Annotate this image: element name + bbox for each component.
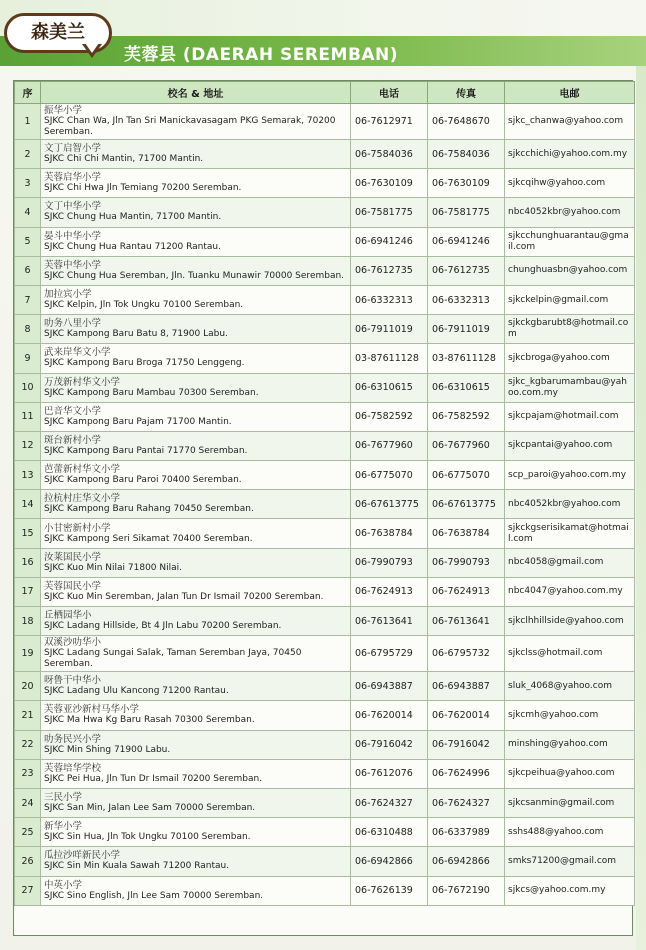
email-cell: sjkcmh@yahoo.com (505, 701, 635, 730)
school-chinese-name: 中英小学 (44, 879, 83, 891)
fax-cell: 06-7624913 (428, 577, 505, 606)
phone-cell: 06-7911019 (351, 315, 428, 344)
table-row (15, 701, 635, 730)
table-row (15, 759, 635, 788)
school-cell (41, 672, 351, 701)
school-cell (41, 256, 351, 285)
school-chinese-name: 芭蕾新村华文小学 (44, 464, 121, 476)
email-cell: sjkc_chanwa@yahoo.com (505, 104, 635, 140)
school-cell (41, 701, 351, 730)
school-address: SJKC Sino English, Jln Lee Sam 70000 Seremban. (44, 890, 264, 901)
school-cell (41, 759, 351, 788)
table-row (15, 519, 635, 548)
school-chinese-name: 芙蓉培华学校 (44, 762, 102, 774)
school-chinese-name: 芙蓉亚沙新村马华小学 (44, 704, 140, 716)
page-edge-strip (636, 66, 646, 950)
row-number: 21 (15, 701, 41, 730)
school-cell (41, 344, 351, 373)
school-cell (41, 140, 351, 169)
school-chinese-name: 晏斗中华小学 (44, 230, 102, 242)
table-row (15, 227, 635, 256)
school-chinese-name: 文丁启智小学 (44, 143, 102, 155)
school-chinese-name: 振华小学 (44, 105, 83, 116)
email-cell: sjkcqihw@yahoo.com (505, 169, 635, 198)
school-chinese-name: 芙蓉国民小学 (44, 580, 102, 592)
fax-cell: 06-6310615 (428, 373, 505, 402)
school-chinese-name: 拉杭村庄华文小学 (44, 493, 121, 505)
phone-cell: 06-6942866 (351, 847, 428, 876)
school-table (13, 80, 633, 936)
school-address: SJKC Sin Hua, Jln Tok Ungku 70100 Seremban. (44, 832, 251, 843)
row-number: 5 (15, 227, 41, 256)
email-cell: sluk_4068@yahoo.com (505, 672, 635, 701)
row-number: 6 (15, 256, 41, 285)
table-row (15, 431, 635, 460)
school-address: SJKC Kelpin, Jln Tok Ungku 70100 Seremban. (44, 300, 244, 311)
email-cell: scp_paroi@yahoo.com.my (505, 461, 635, 490)
table-row (15, 490, 635, 519)
district-title: 芙蓉县 (DAERAH SEREMBAN) (124, 45, 399, 65)
phone-cell: 06-7624327 (351, 788, 428, 817)
school-chinese-name: 芙蓉启华小学 (44, 172, 102, 184)
school-address: SJKC Kampong Baru Broga 71750 Lenggeng. (44, 358, 245, 369)
table-row (15, 461, 635, 490)
row-number: 15 (15, 519, 41, 548)
fax-cell: 03-87611128 (428, 344, 505, 373)
column-header-school: 校名 & 地址 (41, 82, 351, 104)
email-cell: sjkcpajam@hotmail.com (505, 402, 635, 431)
email-cell: sjkckgserisikamat@hotmail.com (505, 519, 635, 548)
email-cell: chunghuasbn@yahoo.com (505, 256, 635, 285)
email-cell: nbc4047@yahoo.com.my (505, 577, 635, 606)
phone-cell: 06-6775070 (351, 461, 428, 490)
school-cell (41, 315, 351, 344)
row-number: 12 (15, 431, 41, 460)
school-cell (41, 402, 351, 431)
row-number: 27 (15, 876, 41, 905)
school-chinese-name: 瓜拉沙咩新民小学 (44, 850, 121, 862)
school-chinese-name: 加拉宾小学 (44, 289, 92, 301)
school-address: SJKC Sin Min Kuala Sawah 71200 Rantau. (44, 861, 230, 872)
table-row (15, 818, 635, 847)
state-name: 森美兰 (31, 22, 85, 43)
row-number: 13 (15, 461, 41, 490)
email-cell: sjkc_kgbarumambau@yahoo.com.my (505, 373, 635, 402)
school-address: SJKC Kampong Baru Batu 8, 71900 Labu. (44, 329, 228, 340)
school-cell (41, 373, 351, 402)
row-number: 14 (15, 490, 41, 519)
phone-cell: 06-7581775 (351, 198, 428, 227)
fax-cell: 06-67613775 (428, 490, 505, 519)
email-cell: sjkcpeihua@yahoo.com (505, 759, 635, 788)
school-chinese-name: 三民小学 (44, 792, 83, 804)
table-row (15, 256, 635, 285)
school-address: SJKC Pei Hua, Jln Tun Dr Ismail 70200 Seremban. (44, 773, 263, 784)
row-number: 19 (15, 636, 41, 672)
school-cell (41, 198, 351, 227)
row-number: 10 (15, 373, 41, 402)
school-chinese-name: 叻务民兴小学 (44, 733, 102, 745)
school-address: SJKC Kampong Baru Pantai 71770 Seremban. (44, 445, 248, 456)
email-cell: nbc4052kbr@yahoo.com (505, 198, 635, 227)
school-chinese-name: 丘栖园华小 (44, 610, 92, 622)
email-cell: sjkclhhillside@yahoo.com (505, 607, 635, 636)
school-address: SJKC Chung Hua Mantin, 71700 Mantin. (44, 212, 222, 223)
school-address: SJKC Chung Hua Rantau 71200 Rantau. (44, 241, 221, 252)
email-cell: sjkcbroga@yahoo.com (505, 344, 635, 373)
phone-cell: 06-7612735 (351, 256, 428, 285)
phone-cell: 06-67613775 (351, 490, 428, 519)
email-cell: sjkcchunghuarantau@gmail.com (505, 227, 635, 256)
table-row (15, 373, 635, 402)
school-cell (41, 577, 351, 606)
school-cell (41, 847, 351, 876)
school-cell (41, 636, 351, 672)
row-number: 26 (15, 847, 41, 876)
fax-cell: 06-7648670 (428, 104, 505, 140)
column-header-number: 序 (15, 82, 41, 104)
column-header-fax: 传真 (428, 82, 505, 104)
fax-cell: 06-7638784 (428, 519, 505, 548)
phone-cell: 06-6332313 (351, 285, 428, 314)
school-chinese-name: 呀鲁干中华小 (44, 675, 102, 687)
row-number: 1 (15, 104, 41, 140)
phone-cell: 06-6941246 (351, 227, 428, 256)
school-address: SJKC Ladang Hillside, Bt 4 Jln Labu 70200 Seremban. (44, 621, 282, 632)
school-cell (41, 730, 351, 759)
table-row (15, 285, 635, 314)
table-header-row (15, 82, 635, 104)
school-chinese-name: 小甘密新村小学 (44, 522, 111, 534)
phone-cell: 06-7677960 (351, 431, 428, 460)
fax-cell: 06-7612735 (428, 256, 505, 285)
school-cell (41, 104, 351, 140)
fax-cell: 06-7911019 (428, 315, 505, 344)
school-address: SJKC Chi Hwa Jln Temiang 70200 Seremban. (44, 183, 242, 194)
school-address: SJKC Kuo Min Seremban, Jalan Tun Dr Ismail 70200 Seremban. (44, 591, 324, 602)
phone-cell: 06-7990793 (351, 548, 428, 577)
row-number: 23 (15, 759, 41, 788)
fax-cell: 06-7624327 (428, 788, 505, 817)
row-number: 11 (15, 402, 41, 431)
school-address: SJKC Chi Chi Mantin, 71700 Mantin. (44, 154, 204, 165)
email-cell: minshing@yahoo.com (505, 730, 635, 759)
fax-cell: 06-7677960 (428, 431, 505, 460)
school-address: SJKC Kampong Baru Paroi 70400 Seremban. (44, 475, 242, 486)
school-cell (41, 227, 351, 256)
phone-cell: 06-7582592 (351, 402, 428, 431)
school-chinese-name: 巴音华文小学 (44, 405, 102, 417)
row-number: 22 (15, 730, 41, 759)
phone-cell: 06-7624913 (351, 577, 428, 606)
table-row (15, 140, 635, 169)
row-number: 3 (15, 169, 41, 198)
school-cell (41, 548, 351, 577)
phone-cell: 06-6943887 (351, 672, 428, 701)
email-cell: nbc4052kbr@yahoo.com (505, 490, 635, 519)
email-cell: sjkcchichi@yahoo.com.my (505, 140, 635, 169)
fax-cell: 06-6942866 (428, 847, 505, 876)
row-number: 8 (15, 315, 41, 344)
school-chinese-name: 汝莱国民小学 (44, 551, 102, 563)
row-number: 9 (15, 344, 41, 373)
row-number: 4 (15, 198, 41, 227)
email-cell: sjkclss@hotmail.com (505, 636, 635, 672)
email-cell: smks71200@gmail.com (505, 847, 635, 876)
email-cell: sjkcs@yahoo.com.my (505, 876, 635, 905)
school-cell (41, 788, 351, 817)
row-number: 25 (15, 818, 41, 847)
email-cell: nbc4058@gmail.com (505, 548, 635, 577)
school-address: SJKC Kampong Baru Pajam 71700 Mantin. (44, 416, 232, 427)
phone-cell: 06-7613641 (351, 607, 428, 636)
row-number: 16 (15, 548, 41, 577)
fax-cell: 06-7916042 (428, 730, 505, 759)
email-cell: sjkckelpin@gmail.com (505, 285, 635, 314)
school-address: SJKC Kampong Baru Rahang 70450 Seremban. (44, 504, 254, 515)
row-number: 2 (15, 140, 41, 169)
school-address: SJKC Min Shing 71900 Labu. (44, 744, 171, 755)
fax-cell: 06-7613641 (428, 607, 505, 636)
email-cell: sjkcsanmin@gmail.com (505, 788, 635, 817)
school-address: SJKC Kampong Seri Sikamat 70400 Seremban. (44, 533, 253, 544)
fax-cell: 06-6337989 (428, 818, 505, 847)
table-row (15, 344, 635, 373)
column-header-phone: 电话 (351, 82, 428, 104)
school-chinese-name: 芙蓉中华小学 (44, 259, 102, 271)
phone-cell: 06-7916042 (351, 730, 428, 759)
phone-cell: 06-7620014 (351, 701, 428, 730)
fax-cell: 06-6332313 (428, 285, 505, 314)
fax-cell: 06-7624996 (428, 759, 505, 788)
school-cell (41, 490, 351, 519)
fax-cell: 06-7990793 (428, 548, 505, 577)
school-cell (41, 461, 351, 490)
table-row (15, 548, 635, 577)
phone-cell: 06-7612076 (351, 759, 428, 788)
row-number: 20 (15, 672, 41, 701)
table-row (15, 730, 635, 759)
school-chinese-name: 武来岸华文小学 (44, 347, 111, 359)
phone-cell: 06-7612971 (351, 104, 428, 140)
table-row (15, 607, 635, 636)
table-row (15, 788, 635, 817)
school-cell (41, 431, 351, 460)
school-address: SJKC San Min, Jalan Lee Sam 70000 Seremban. (44, 803, 256, 814)
school-cell (41, 519, 351, 548)
phone-cell: 06-6795729 (351, 636, 428, 672)
table-row (15, 876, 635, 905)
fax-cell: 06-6795732 (428, 636, 505, 672)
school-cell (41, 285, 351, 314)
table-row (15, 672, 635, 701)
column-header-email: 电邮 (505, 82, 635, 104)
fax-cell: 06-7620014 (428, 701, 505, 730)
row-number: 18 (15, 607, 41, 636)
fax-cell: 06-7581775 (428, 198, 505, 227)
email-cell: sjkckgbarubt8@hotmail.com (505, 315, 635, 344)
fax-cell: 06-7582592 (428, 402, 505, 431)
phone-cell: 06-7626139 (351, 876, 428, 905)
table-row (15, 847, 635, 876)
table-row (15, 315, 635, 344)
school-chinese-name: 双溪沙叻华小 (44, 637, 102, 649)
row-number: 17 (15, 577, 41, 606)
phone-cell: 06-6310488 (351, 818, 428, 847)
table-row (15, 636, 635, 672)
fax-cell: 06-6941246 (428, 227, 505, 256)
school-address: SJKC Chan Wa, Jln Tan Sri Manickavasagam PKG Semarak, 70200 Seremban. (44, 116, 336, 137)
school-chinese-name: 万茂新村华文小学 (44, 376, 121, 388)
school-chinese-name: 新华小学 (44, 821, 83, 833)
school-chinese-name: 斑台新村小学 (44, 434, 102, 446)
school-cell (41, 876, 351, 905)
school-cell (41, 169, 351, 198)
row-number: 24 (15, 788, 41, 817)
email-cell: sshs488@yahoo.com (505, 818, 635, 847)
school-chinese-name: 文丁中华小学 (44, 201, 102, 213)
school-address: SJKC Kuo Min Nilai 71800 Nilai. (44, 562, 182, 573)
fax-cell: 06-7584036 (428, 140, 505, 169)
row-number: 7 (15, 285, 41, 314)
fax-cell: 06-6775070 (428, 461, 505, 490)
school-address: SJKC Ladang Ulu Kancong 71200 Rantau. (44, 686, 229, 697)
phone-cell: 03-87611128 (351, 344, 428, 373)
fax-cell: 06-6943887 (428, 672, 505, 701)
table-row (15, 104, 635, 140)
email-cell: sjkcpantai@yahoo.com (505, 431, 635, 460)
fax-cell: 06-7672190 (428, 876, 505, 905)
phone-cell: 06-7630109 (351, 169, 428, 198)
school-cell (41, 818, 351, 847)
school-address: SJKC Kampong Baru Mambau 70300 Seremban. (44, 387, 259, 398)
table-row (15, 198, 635, 227)
phone-cell: 06-7638784 (351, 519, 428, 548)
table-row (15, 169, 635, 198)
school-address: SJKC Ma Hwa Kg Baru Rasah 70300 Seremban. (44, 715, 255, 726)
phone-cell: 06-6310615 (351, 373, 428, 402)
school-address: SJKC Chung Hua Seremban, Jln. Tuanku Munawir 70000 Seremban. (44, 270, 345, 281)
table-row (15, 402, 635, 431)
table-row (15, 577, 635, 606)
school-address: SJKC Ladang Sungai Salak, Taman Seremban Jaya, 70450 Seremban. (44, 648, 302, 670)
school-chinese-name: 叻务八里小学 (44, 318, 102, 330)
fax-cell: 06-7630109 (428, 169, 505, 198)
phone-cell: 06-7584036 (351, 140, 428, 169)
school-cell (41, 607, 351, 636)
